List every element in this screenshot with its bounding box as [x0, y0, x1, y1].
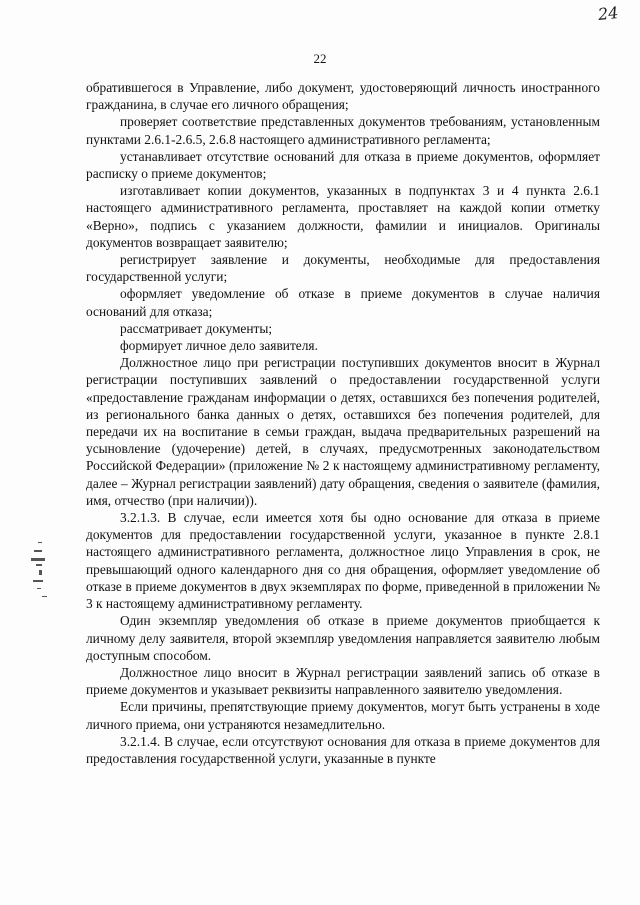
paragraph: Один экземпляр уведомления об отказе в приеме документов приобщается к личному делу заявителя, второй экземпляр уведомления направляется заявителю любым доступным способом. — [86, 613, 600, 663]
paragraph: 3.2.1.3. В случае, если имеется хотя бы одно основание для отказа в приеме документов для предоставлении государственной услуги, указанное в пункте 2.8.1 настоящего административного регламента, должностное лицо Управления в срок, не превышающий одного календарного дня со дня обращения, оформляет уведомление об отказе в приеме документов в двух экземплярах по форме, приведенной в приложении № 3 к настоящему административному регламенту. — [86, 510, 600, 612]
scan-artifact-marks — [28, 540, 54, 610]
page-number: 22 — [313, 51, 327, 66]
paragraph: Если причины, препятствующие приему документов, могут быть устранены в ходе личного приема, они устраняются незамедлительно. — [86, 699, 600, 732]
paragraph: Должностное лицо при регистрации поступивших документов вносит в Журнал регистрации поступивших заявлений о предоставлении государственной услуги «предоставление гражданам информации о детях, оставшихся без попечения родителей, из регионального банка данных о детях, оставшихся без попечения родителей, для передачи их на воспитание в семьи граждан, выдача предварительных разрешений на усыновление (удочерение) детей, в случаях, предусмотренных законодательством Российской Федерации» (приложение № 2 к настоящему административному регламенту, далее – Журнал регистрации заявлений) дату обращения, сведения о заявителе (фамилия, имя, отчество (при наличии)). — [86, 355, 600, 508]
paragraph: проверяет соответствие представленных документов требованиям, установленным пунктами 2.6.1-2.6.5, 2.6.8 настоящего административного регламента; — [86, 114, 600, 147]
paragraph: формирует личное дело заявителя. — [120, 338, 318, 354]
paragraph: 3.2.1.4. В случае, если отсутствуют основания для отказа в приеме документов для предоставления государственной услуги, указанные в пункте — [86, 733, 600, 766]
paragraph: регистрирует заявление и документы, необходимые для предоставления государственной услуги; — [86, 252, 600, 285]
document-body — [86, 79, 600, 767]
handwritten-page-mark: 24 — [596, 2, 619, 25]
paragraph: изготавливает копии документов, указанных в подпунктах 3 и 4 пункта 2.6.1 настоящего административного регламента, проставляет на каждой копии отметку «Верно», подпись с указанием должности, фамилии и инициалов. Оригиналы документов возвращает заявителю; — [86, 183, 600, 250]
paragraph: рассматривает документы; — [120, 320, 273, 336]
paragraph: обратившегося в Управление, либо документ, удостоверяющий личность иностранного гражданина, в случае его личного обращения; — [86, 80, 600, 113]
paragraph: оформляет уведомление об отказе в приеме документов в случае наличия оснований для отказа; — [86, 286, 600, 319]
paragraph: устанавливает отсутствие оснований для отказа в приеме документов, оформляет расписку о приеме документов; — [86, 148, 600, 182]
paragraph: Должностное лицо вносит в Журнал регистрации заявлений запись об отказе в приеме документов и указывает реквизиты направленного заявителю уведомления. — [86, 664, 600, 698]
